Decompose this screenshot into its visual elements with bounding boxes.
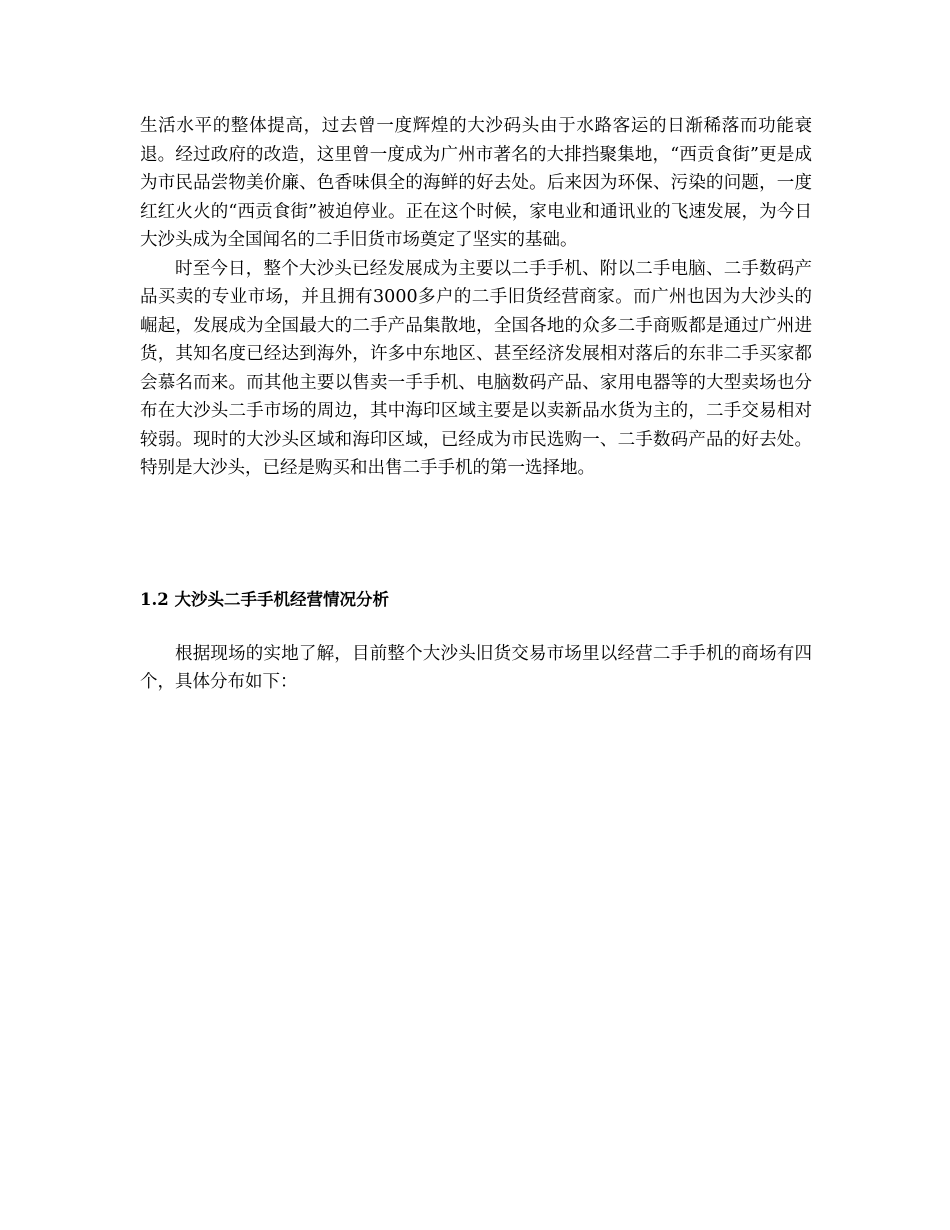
section-heading: 1.2 大沙头二手手机经营情况分析 [140, 589, 389, 609]
paragraph-market-overview: 根据现场的实地了解，目前整个大沙头旧货交易市场里以经营二手手机的商场有四个，具体分布如下： [140, 643, 812, 692]
paragraph-dashatou-history: 生活水平的整体提高，过去曾一度辉煌的大沙码头由于水路客运的日渐稀落而功能衰退。经过政府的改造，这里曾一度成为广州市著名的大排挡聚集地，“西贡食街”更是成为市民品尝物美价廉、色香味俱全的海鲜的好去处。后来因为环保、污染的问题，一度红红火火的“西贡食街”被迫停业。正在这个时候，家电业和通讯业的飞速发展，为今日大沙头成为全国闻名的二手旧货市场奠定了坚实的基础。 [140, 116, 812, 250]
document-body [140, 112, 812, 697]
paragraph-dashatou-today: 时至今日，整个大沙头已经发展成为主要以二手手机、附以二手电脑、二手数码产品买卖的专业市场，并且拥有3000多户的二手旧货经营商家。而广州也因为大沙头的崛起，发展成为全国最大的二手产品集散地，全国各地的众多二手商贩都是通过广州进货，其知名度已经达到海外，许多中东地区、甚至经济发展相对落后的东非二手买家都会慕名而来。而其他主要以售卖一手手机、电脑数码产品、家用电器等的大型卖场也分布在大沙头二手市场的周边，其中海印区域主要是以卖新品水货为主的，二手交易相对较弱。现时的大沙头区域和海印区域，已经成为市民选购一、二手数码产品的好去处。特别是大沙头，已经是购买和出售二手手机的第一选择地。 [140, 258, 812, 478]
